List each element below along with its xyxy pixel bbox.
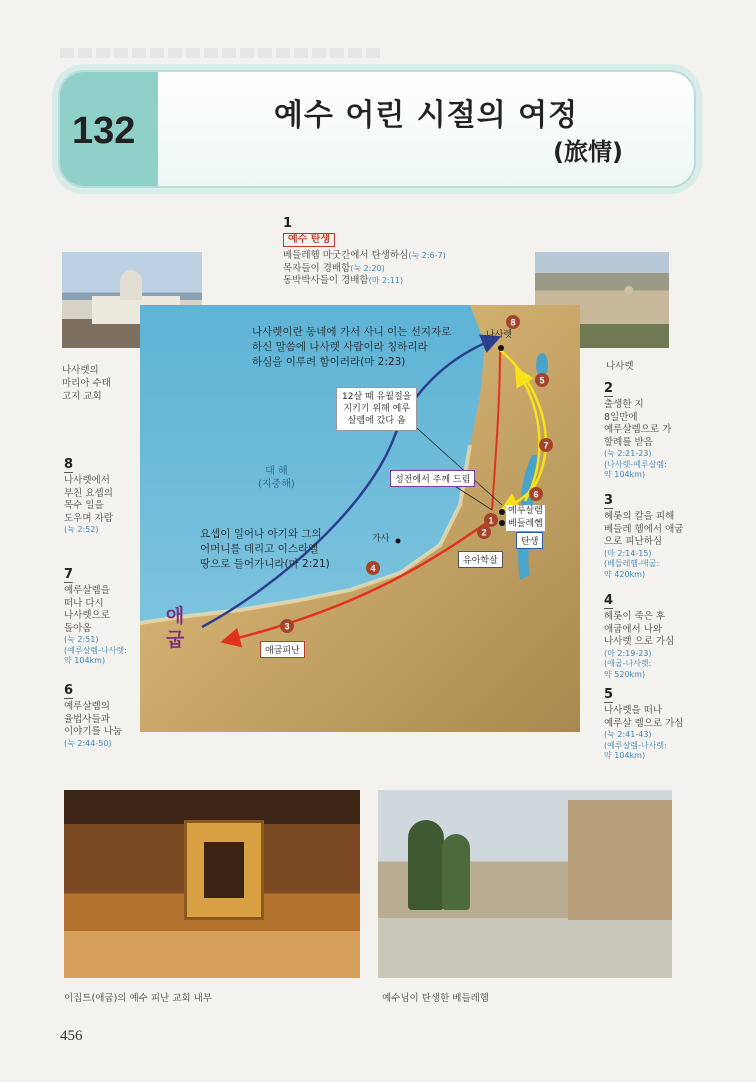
sea-name: 대 해 <box>265 466 288 477</box>
note-ref: (눅 2:41-43) <box>604 730 652 739</box>
note-number: 2 <box>604 381 614 396</box>
quote-nazareth <box>252 325 451 370</box>
left-note-8 <box>64 458 113 536</box>
note-line: 으로 피난하심 <box>604 536 663 547</box>
page-title: 예수 어린 시절의 여정 <box>273 98 579 133</box>
city-jerusalem: 예루살렘 <box>508 506 543 516</box>
note-number: 7 <box>64 567 74 582</box>
callout-passover <box>336 387 417 431</box>
city-gaza: 가사 <box>372 534 390 544</box>
caption-line: 고지 교회 <box>62 391 102 402</box>
callout-line: 살렘에 갔다 옴 <box>347 416 406 426</box>
birth-note-line: 베들레헴 마굿간에서 탄생하심 <box>283 250 409 261</box>
marker-6-label: 6 <box>533 489 539 500</box>
note-ref: 약 420km) <box>604 569 646 579</box>
quote-line: 땅으로 들어가니라(마 2:21) <box>200 558 330 570</box>
right-note-5 <box>604 688 683 762</box>
sea-subname: (지중해) <box>258 479 295 490</box>
note-line: 예루살 렘으로 가심 <box>604 717 684 729</box>
note-line: 할례를 받음 <box>604 436 653 448</box>
note-line: 떠나 다시 <box>64 597 104 609</box>
note-line: 나사렛으로 <box>64 610 110 621</box>
note-line: 부친 요셉의 <box>64 487 113 499</box>
note-line: 예루살렘의 <box>64 701 110 712</box>
massacre-label: 유아학살 <box>458 551 503 568</box>
caption-egypt-church: 이집트(애굽)의 예수 피난 교회 내부 <box>64 993 212 1004</box>
note-ref: (눅 2:44-50) <box>64 738 112 748</box>
note-line: 도우며 자람 <box>64 512 113 524</box>
birth-note-ref: (마 2:11) <box>368 276 404 285</box>
faint-header-text <box>60 48 380 58</box>
city-dot-bethlehem <box>499 520 505 526</box>
note-number: 3 <box>604 493 614 508</box>
temple-offering-label: 성전에서 주께 드림 <box>390 470 475 487</box>
marker-3-label: 3 <box>284 621 290 632</box>
icon-painting-shape <box>204 842 244 898</box>
callout-line: 12살 때 유월절을 <box>342 392 412 402</box>
sea-label <box>258 465 295 491</box>
note-ref: (눅 2:51) <box>64 635 99 644</box>
birth-note-ref: (눅 2:6-7) <box>408 251 446 260</box>
callout-line: 지키기 위해 예루 <box>343 404 410 414</box>
city-dot-nazareth <box>498 345 504 351</box>
caption-bethlehem: 예수님이 탄생한 베들레헴 <box>382 993 489 1004</box>
birth-note-ref: (눅 2:20) <box>350 263 385 273</box>
egypt-label: 애굽 <box>165 605 185 651</box>
photo-bethlehem <box>378 790 672 978</box>
note-line: 출생한 지 <box>604 399 644 410</box>
right-note-4 <box>604 594 674 680</box>
chapter-number: 132 <box>72 110 136 152</box>
note-line: 예루살렘을 <box>64 585 110 596</box>
marker-4-label: 4 <box>370 563 376 574</box>
note-line: 헤롯의 칼을 피해 <box>604 511 675 522</box>
city-dot-gaza <box>396 539 401 544</box>
note-line: 헤롯이 죽은 후 <box>604 611 666 622</box>
birth-tag: 탄생 <box>516 532 543 549</box>
title-banner <box>58 70 696 188</box>
note-ref: 약 104km) <box>604 470 646 479</box>
note-ref: (마 2:19-23) <box>604 648 652 658</box>
church-dome-shape <box>120 270 142 300</box>
marker-5-label: 5 <box>539 375 545 386</box>
right-note-2 <box>604 382 671 481</box>
caption-line: 마리아 수태 <box>62 378 111 389</box>
note-line: 나사렛을 떠나 <box>604 705 663 716</box>
note-ref: 약 520km) <box>604 669 646 679</box>
page-number: 456 <box>60 1028 83 1044</box>
quote-line: 하신 말씀에 나사렛 사람이라 칭하리라 <box>252 341 428 353</box>
note-line: 이야기를 나눔 <box>64 726 123 737</box>
note-line: 8일만에 <box>604 411 638 423</box>
note-line: 베들레 헴에서 애굽 <box>604 523 684 535</box>
chapter-number-box <box>60 72 158 188</box>
note-line: 돌아옴 <box>64 622 92 634</box>
quote-line: 하심을 이루려 함이러라(마 2:23) <box>252 356 406 368</box>
note-line: 나사렛 으로 가심 <box>604 636 675 647</box>
title-area <box>158 72 694 186</box>
quote-line: 나사렛이란 동네에 가서 사니 이는 선지자로 <box>252 326 452 338</box>
note-number: 4 <box>604 593 614 608</box>
note-ref: (예루살렘-나사렛: <box>604 740 667 750</box>
caption-annunciation-church <box>62 364 111 403</box>
birth-note <box>283 218 446 288</box>
caption-nazareth-town: 나사렛 <box>606 361 634 372</box>
note-number: 6 <box>64 683 74 698</box>
birth-note-tag: 예수 탄생 <box>283 233 335 248</box>
birth-note-line: 목자들이 경배함 <box>283 262 351 274</box>
cypress-tree-shape <box>408 820 444 910</box>
church-wall-shape <box>568 800 672 920</box>
note-ref: (마 2:14-15) <box>604 548 652 558</box>
note-ref: 약 104km) <box>64 656 106 665</box>
note-ref: (눅 2:52) <box>64 525 99 534</box>
city-dot-jerusalem <box>499 509 505 515</box>
note-number: 5 <box>604 687 614 702</box>
caption-line: 나사렛의 <box>62 365 99 376</box>
quote-line: 요셉이 일어나 아기와 그의 <box>200 528 322 540</box>
note-ref: 약 104km) <box>604 751 646 760</box>
city-bethlehem: 베들레헴 <box>508 519 543 529</box>
marker-8-label: 8 <box>510 317 516 328</box>
birth-note-number: 1 <box>283 216 293 231</box>
note-line: 애굽에서 나와 <box>604 623 663 635</box>
city-nazareth: 나사렛 <box>486 330 513 340</box>
note-ref: (나사렛-예루살렘: <box>604 459 667 469</box>
quote-joseph <box>200 527 330 572</box>
note-ref: (예루살렘-나사렛: <box>64 645 127 655</box>
marker-2-label: 2 <box>481 527 487 538</box>
note-ref: (눅 2:21-23) <box>604 449 652 458</box>
note-line: 율법사들과 <box>64 713 110 725</box>
page-subtitle: (旅情) <box>553 138 623 166</box>
birth-note-line: 동박박사들이 경배함 <box>283 275 369 286</box>
cypress-tree-shape <box>442 834 470 910</box>
note-line: 나사렛에서 <box>64 475 110 486</box>
right-note-3 <box>604 494 683 580</box>
note-number: 8 <box>64 457 74 472</box>
note-line: 예루살렘으로 가 <box>604 424 672 435</box>
quote-line: 어머니를 데리고 이스라엘 <box>200 543 319 555</box>
marker-7-label: 7 <box>543 440 549 451</box>
marker-1-label: 1 <box>488 515 494 526</box>
note-line: 목수 일을 <box>64 500 104 511</box>
journey-map <box>140 305 580 732</box>
left-note-6 <box>64 684 122 749</box>
note-ref: (베들레헴-애굽: <box>604 559 660 568</box>
flight-egypt-label: 애굽피난 <box>260 641 305 658</box>
photo-egypt-church <box>64 790 360 978</box>
note-ref: (애굽-나사렛: <box>604 659 652 668</box>
left-note-7 <box>64 568 127 667</box>
